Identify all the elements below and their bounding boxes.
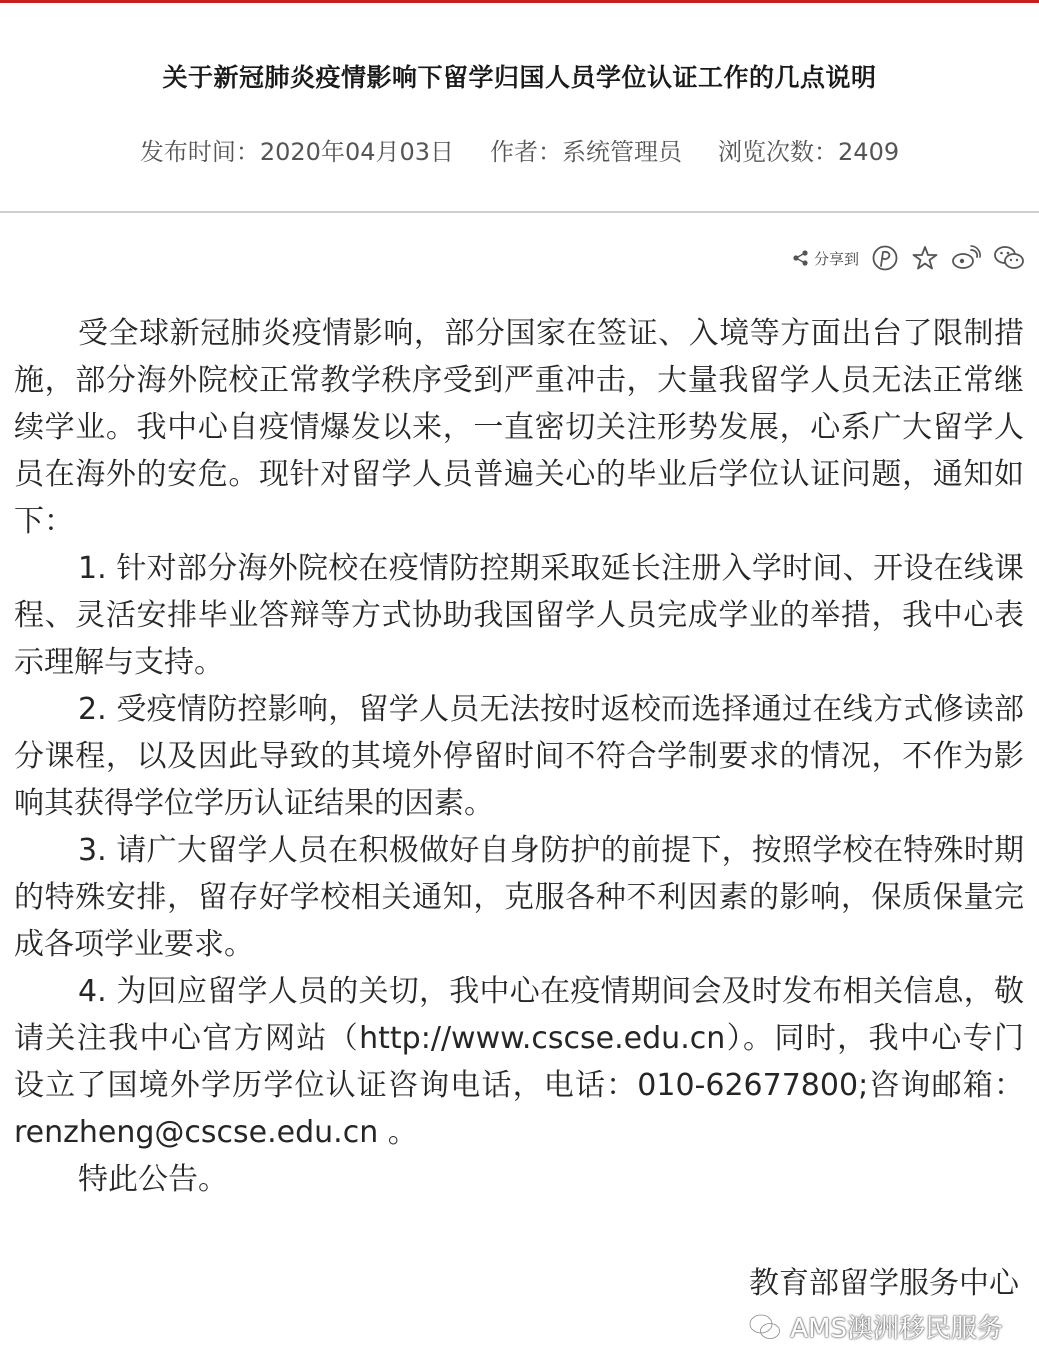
paragraph-closing: 特此公告。 xyxy=(78,1162,228,1197)
wechat-logo-icon xyxy=(748,1312,782,1342)
paragraph-item-3: 3. 请广大留学人员在积极做好自身防护的前提下，按照学校在特殊时期的特殊安排，留存好学校相关通知，克服各种不利因素的影响，保质保量完成各项学业要求。 xyxy=(14,833,1024,962)
top-accent-bar xyxy=(0,0,1039,3)
article-meta xyxy=(0,132,1039,172)
share-button[interactable] xyxy=(792,248,859,269)
share-bar xyxy=(792,240,1025,276)
paragraph-item-1: 1. 针对部分海外院校在疫情防控期采取延长注册入学时间、开设在线课程、灵活安排毕业答辩等方式协助我国留学人员完成学业的举措，我中心表示理解与支持。 xyxy=(14,551,1024,680)
article-body xyxy=(14,310,1024,1203)
watermark xyxy=(748,1308,1003,1345)
pinterest-icon[interactable] xyxy=(871,244,899,272)
paragraph-intro: 受全球新冠肺炎疫情影响，部分国家在签证、入境等方面出台了限制措施，部分海外院校正常教学秩序受到严重冲击，大量我留学人员无法正常继续学业。我中心自疫情爆发以来，一直密切关注形势发展，心系广大留学人员在海外的安危。现针对留学人员普遍关心的毕业后学位认证问题，通知如下： xyxy=(14,316,1024,539)
page-title: 关于新冠肺炎疫情影响下留学归国人员学位认证工作的几点说明 xyxy=(162,63,877,92)
watermark-text: AMS澳洲移民服务 xyxy=(790,1314,1003,1344)
paragraph-item-4: 4. 为回应留学人员的关切，我中心在疫情期间会及时发布相关信息，敬请关注我中心官方网站（http://www.cscse.edu.cn）。同时，我中心专门设立了国境外学历学位认证咨询电话，电话：010-62677800;咨询邮箱：renzheng@cscse.edu.cn 。 xyxy=(14,974,1024,1150)
paragraph-item-2: 2. 受疫情防控影响，留学人员无法按时返校而选择通过在线方式修读部分课程，以及因此导致的其境外停留时间不符合学制要求的情况，不作为影响其获得学位学历认证结果的因素。 xyxy=(14,692,1024,821)
share-label: 分享到 xyxy=(813,249,859,268)
weibo-icon[interactable] xyxy=(951,244,981,272)
star-icon[interactable] xyxy=(911,244,939,272)
header-divider xyxy=(0,211,1039,213)
signature: 教育部留学服务中心 xyxy=(749,1266,1019,1301)
author: 作者：系统管理员 xyxy=(490,138,683,166)
publish-time: 发布时间：2020年04月03日 xyxy=(139,138,455,166)
share-icon xyxy=(792,249,810,267)
view-count: 浏览次数：2409 xyxy=(718,138,900,166)
wechat-icon[interactable] xyxy=(993,244,1025,272)
